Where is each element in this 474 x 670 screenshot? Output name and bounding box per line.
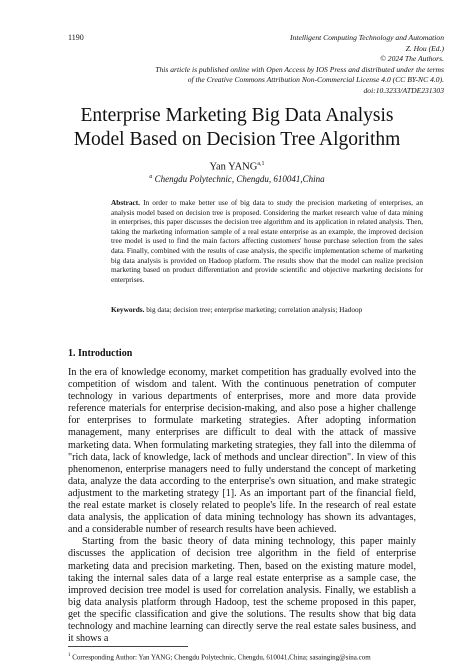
running-header — [114, 33, 444, 96]
section-heading: 1. Introduction — [68, 348, 133, 359]
author-marks: a,1 — [257, 161, 265, 167]
header-editor: Z. Hou (Ed.) — [405, 43, 444, 53]
abstract — [111, 198, 423, 284]
author-name: Yan YANG — [209, 161, 258, 173]
affiliation-text: Chengdu Polytechnic, Chengdu, 610041,China — [154, 174, 325, 184]
header-license-1: This article is published online with Open Access by IOS Press and distributed under the terms — [155, 64, 444, 74]
affiliation-mark: a — [149, 174, 153, 180]
title-line-2: Model Based on Decision Tree Algorithm — [73, 129, 401, 150]
keywords — [111, 305, 423, 315]
footnote-text: Corresponding Author: Yan YANG; Chengdu Polytechnic, Chengdu, 610041,China; sasainging@sina.com — [72, 653, 371, 662]
author-line — [0, 161, 474, 173]
abstract-text: In order to make better use of big data to study the precision marketing of enterprises, an analysis model based on decision tree is proposed. Considering the market research value of data mining in enterprises, this paper discusses the decision tree algorithm and its application in related analysis. Then, taking the marketing information sample of a real estate enterprise as an example, the improved decision tree model is used to find the main factors affecting customers' house purchase selection from the sales data. Finally, combined with the results of case analysis, the specific implementation scheme of marketing big data analysis is provided on Hadoop platform. The results show that the model can realize precision marketing based on product differentiation and provide scientific and objective marketing decisions for enterprises. — [111, 198, 423, 284]
keywords-text: big data; decision tree; enterprise marketing; correlation analysis; Hadoop — [146, 305, 363, 314]
keywords-label: Keywords. — [111, 305, 145, 314]
body-paragraph-2: Starting from the basic theory of data mining technology, this paper mainly discusses the application of decision tree algorithm in the field of enterprise marketing data and precision marketing. Then, based on the existing mature model, taking the internal sales data of a large real estate enterprise as a sample case, the improved decision tree model is used for correlation analysis. Finally, we establish a big data analysis platform through Hadoop, test the scheme proposed in this paper, get the specific classification and give the solutions. The results show that big data technology and machine learning can directly serve the real estate sales business, and it shows a — [68, 536, 416, 645]
abstract-label: Abstract. — [111, 198, 140, 207]
page-number: 1190 — [68, 33, 84, 42]
footnote-rule — [68, 646, 188, 647]
footnote-mark: 1 — [68, 653, 71, 658]
footnote — [68, 653, 418, 661]
affiliation-line — [0, 174, 474, 184]
header-license-2: of the Creative Commons Attribution Non-Commercial License 4.0 (CC BY-NC 4.0). — [187, 75, 444, 84]
header-doi: doi:10.3233/ATDE231303 — [363, 85, 444, 95]
title-line-1: Enterprise Marketing Big Data Analysis — [80, 105, 394, 126]
body-text — [68, 367, 416, 645]
paper-title — [40, 104, 434, 152]
header-copyright: © 2024 The Authors. — [380, 54, 444, 63]
body-paragraph-1: In the era of knowledge economy, market competition has gradually evolved into the competition of wisdom and talent. With the continuous penetration of computer technology in various departments of enterprises, more and more data provide reference materials for enterprise decision-making, and also pose a higher challenge for enterprises to formulate marketing strategies. After adopting information management, many enterprises are difficult to deal with the attack of massive marketing data. When formulating marketing strategies, they fall into the dilemma of "rich data, lack of knowledge, lack of methods and unclear direction". In view of this phenomenon, enterprise managers need to fully understand the concept of marketing data, analyze the data according to the enterprise's own situation, and make strategic adjustment to the marketing strategy [1]. As an important part of the financial field, the real estate market is closely related to people's life. In the research of real estate data analysis, the application of data mining technology has shown its advantages, and a considerable number of research results have been achieved. — [68, 367, 416, 536]
header-journal: Intelligent Computing Technology and Automation — [290, 33, 444, 42]
